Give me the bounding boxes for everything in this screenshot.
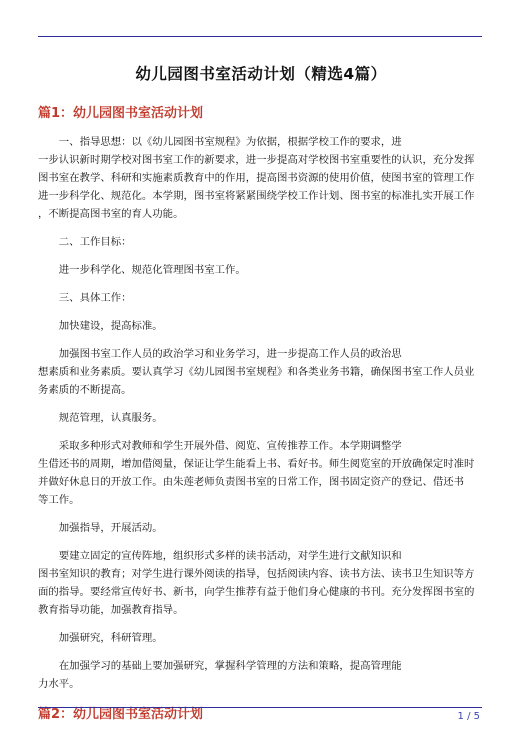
paragraph-line: 加快建设，提高标准。 bbox=[58, 320, 163, 332]
paragraph bbox=[38, 629, 484, 647]
paragraph-line: 加强指导，开展活动。 bbox=[58, 522, 163, 534]
paragraph-line: 教育指导功能，加强教育指导。 bbox=[38, 604, 184, 616]
paragraph bbox=[38, 657, 484, 693]
paragraph-line: 想素质和业务素质。要认真学习《幼儿园图书室规程》和各类业务书籍，确保图书室工作人员业 bbox=[38, 366, 475, 378]
paragraph-list bbox=[38, 133, 484, 693]
paragraph-line: 进一步科学化、规范化。本学期，图书室将紧紧围绕学校工作计划、图书室的标准扎实开展工作 bbox=[38, 190, 475, 202]
paragraph-line: ，不断提高图书室的育人功能。 bbox=[38, 208, 184, 220]
paragraph-line: 二、工作目标： bbox=[58, 236, 132, 248]
document-body bbox=[38, 62, 484, 734]
paragraph-line: 图书室知识的教育；对学生进行课外阅读的指导，包括阅读内容、读书方法、读书卫生知识等方 bbox=[38, 568, 475, 580]
paragraph-line: 面的指导。要经常宣传好书、新书，向学生推荐有益于他们身心健康的书刊。充分发挥图书室的 bbox=[38, 586, 475, 598]
paragraph bbox=[38, 409, 484, 427]
paragraph bbox=[38, 261, 484, 279]
paragraph-line: 规范管理，认真服务。 bbox=[58, 412, 163, 424]
paragraph-line: 并做好休息日的开放工作。由朱莲老师负责图书室的日常工作，图书固定资产的登记、借还书 bbox=[38, 476, 465, 488]
paragraph-line: 加强研究，科研管理。 bbox=[58, 632, 163, 644]
paragraph bbox=[38, 437, 484, 509]
page-number: 1 / 5 bbox=[457, 711, 480, 722]
paragraph bbox=[38, 317, 484, 335]
paragraph bbox=[38, 547, 484, 619]
paragraph-line: 要建立固定的宣传阵地，组织形式多样的读书活动，对学生进行文献知识和 bbox=[58, 550, 402, 562]
section-heading-2: 篇2：幼儿园图书室活动计划 bbox=[38, 707, 204, 722]
paragraph-line: 在加强学习的基础上要加强研究，掌握科学管理的方法和策略，提高管理能 bbox=[58, 660, 402, 672]
paragraph-line: 采取多种形式对教师和学生开展外借、阅览、宣传推荐工作。本学期调整学 bbox=[58, 440, 402, 452]
paragraph-line: 三、具体工作： bbox=[58, 292, 132, 304]
paragraph-line: 图书室在教学、科研和实施素质教育中的作用，提高图书资源的使用价值，使图书室的管理工作 bbox=[38, 172, 475, 184]
paragraph-line: 生借还书的周期，增加借阅量，保证让学生能看上书、看好书。师生阅览室的开放确保定时准时 bbox=[38, 458, 475, 470]
document-title: 幼儿园图书室活动计划（精选4篇） bbox=[135, 65, 387, 83]
paragraph-line: 一步认识新时期学校对图书室工作的新要求，进一步提高对学校图书室重要性的认识，充分发挥 bbox=[38, 154, 475, 166]
header-rule bbox=[38, 36, 482, 37]
paragraph-line: 加强图书室工作人员的政治学习和业务学习，进一步提高工作人员的政治思 bbox=[58, 348, 402, 360]
paragraph bbox=[38, 345, 484, 399]
paragraph bbox=[38, 289, 484, 307]
paragraph-line: 力水平。 bbox=[38, 678, 80, 690]
paragraph bbox=[38, 233, 484, 251]
paragraph bbox=[38, 519, 484, 537]
paragraph bbox=[38, 133, 484, 223]
paragraph-line: 务素质的不断提高。 bbox=[38, 384, 132, 396]
paragraph-line: 等工作。 bbox=[38, 494, 80, 506]
paragraph-line: 一、指导思想：以《幼儿园图书室规程》为依据，根据学校工作的要求，进 bbox=[58, 136, 402, 148]
paragraph-line: 进一步科学化、规范化管理图书室工作。 bbox=[58, 264, 246, 276]
section-heading-1: 篇1：幼儿园图书室活动计划 bbox=[38, 106, 204, 121]
footer-rule bbox=[38, 707, 482, 708]
